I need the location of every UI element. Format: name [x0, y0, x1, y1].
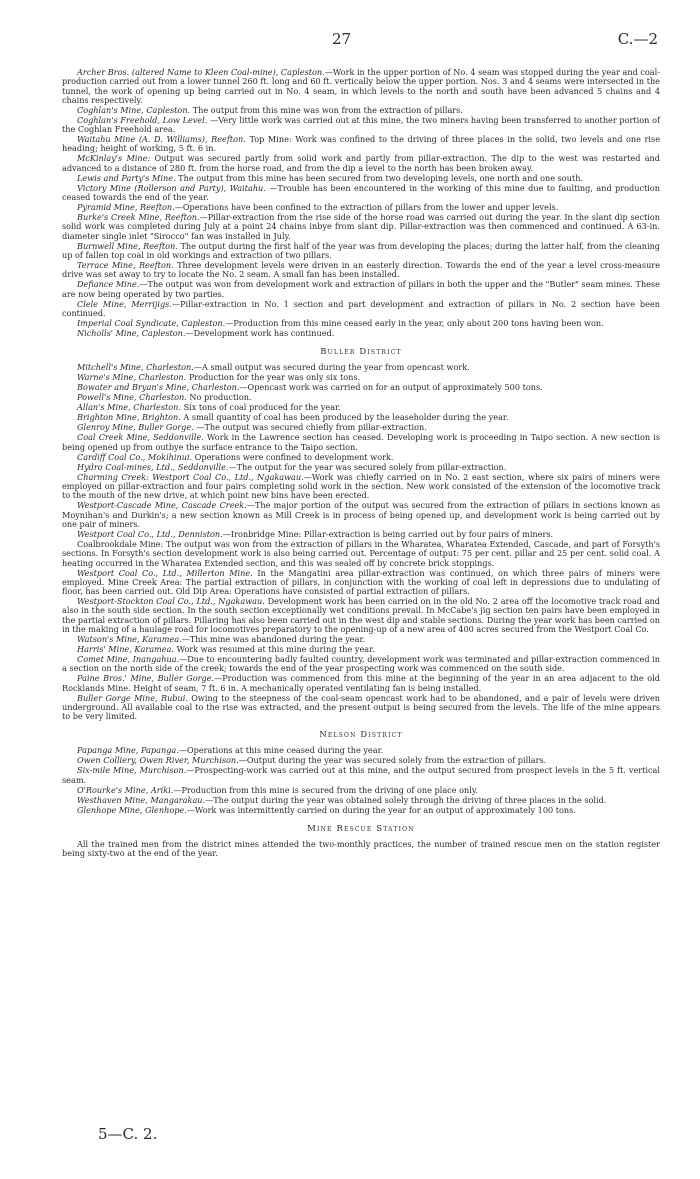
- paragraph: [62, 68, 660, 105]
- paragraph-text: Output was secured partly from solid work and partly from pillar-extraction. The dip to the west was restarted and advanced to a distance of 280 ft. from the horse road, and from the dip a level to the north has been broken away.: [62, 153, 660, 173]
- section-heading: Mine Rescue Station: [307, 823, 415, 834]
- page-header: [0, 30, 700, 50]
- paragraph-text: —Operations have been confined to the extraction of pillars from the lower and upper levels.: [174, 202, 559, 213]
- paragraph: [62, 373, 660, 382]
- page-number: 27: [332, 30, 352, 48]
- paragraph: [62, 363, 660, 372]
- mine-name: Paine Bros.' Mine, Buller Gorge.: [77, 673, 215, 684]
- mine-name: Glenhope Mine, Glenhope.: [77, 804, 187, 815]
- paragraph-text: Top Mine: Work was confined to the driving of three places in the solid, two levels and one rise heading; height of working, 5 ft. 6 in.: [62, 134, 661, 154]
- paragraph: [62, 473, 660, 501]
- paragraph-text: —Opencast work was carried on for an output of approximately 500 tons.: [239, 382, 543, 393]
- paragraph: [62, 453, 660, 462]
- paragraph-text: —Work was intermittently carried on during the year for an output of approximately 100 tons.: [186, 804, 576, 815]
- mine-name: Westport Coal Co., Ltd., Millerton Mine.: [77, 567, 253, 578]
- paragraph-text: —Work was chiefly carried on in No. 2 east section, where six pairs of miners were employed on pillar-extraction and four pairs completing solid work in the section. New work consisted of the extension of the locomotive track to the mouth of the new drive, at which point new bins have been erected.: [62, 471, 660, 501]
- paragraph-text: A small quantity of coal has been produced by the leaseholder during the year.: [180, 412, 509, 423]
- mine-name: Nicholls' Mine, Capleston.: [77, 327, 186, 338]
- section-heading: Buller District: [320, 346, 402, 357]
- mine-name: Bowater and Bryan's Mine, Charleston.: [77, 382, 240, 393]
- mine-name: Westport-Stockton Coal Co., Ltd., Ngakawau.: [77, 596, 265, 607]
- mine-name: Coal Creek Mine, Seddonville.: [77, 432, 204, 443]
- mine-name: McKinlay's Mine:: [77, 153, 151, 164]
- mine-name: Brighton Mine, Brighton.: [77, 412, 181, 423]
- paragraph-text: —Production from this mine ceased early in the year, only about 200 tons having been won.: [225, 317, 604, 328]
- paragraph-text: Coalbrookdale Mine: The output was won from the extraction of pillars in the Wharatea, Wharatea Extended, Cascade, and part of Forsyth's sections. In Forsyth's section development work is also being carried out. Percentage of output: 75 per cent. pillar and 25 per cent. solid coal. A heating occurred in the Wharatea Extended section, and this was sealed off by concrete brick stoppings.: [62, 539, 660, 568]
- document-reference: C.—2: [617, 30, 658, 48]
- paragraph: [62, 766, 660, 785]
- paragraph-text: —This mine was abandoned during the year.: [181, 633, 366, 644]
- mine-name: Owen Colliery, Owen River, Murchison.: [77, 755, 239, 766]
- paragraph-text: —The output was won from development work and extraction of pillars in both the upper and the "Butler" seam mines. These are now being operated by two parties.: [62, 279, 660, 299]
- paragraph: [62, 746, 660, 755]
- mine-name: Terrace Mine, Reefton.: [77, 259, 174, 270]
- paragraph-text: Owing to the steepness of the coal-seam opencast work had to be abandoned, and a pair of levels were driven underground. All available coal to the rise was extracted, and the present output is being secured from the levels. The life of the mine appears to be very limited.: [62, 692, 660, 722]
- paragraph-text: —Due to encountering badly faulted country, development work was terminated and pillar-extraction commenced in a section on the north side of the creek; towards the end of the year prospecting work was commenced on the south side.: [62, 654, 660, 674]
- mine-name: Powell's Mine, Charleston.: [77, 392, 187, 403]
- paragraph: [62, 242, 660, 261]
- paragraph-text: —Pillar-extraction from the rise side of the horse road was carried out during the year. In the slant dip section solid work was completed during July at a point 24 chains inbye from slant dip. Pillar-extraction was then commenced and continued. A 63-in. diameter single inlet "Sirocco" fan was installed in July.: [62, 212, 660, 241]
- paragraph-text: Work in the Lawrence section has ceased. Developing work is proceeding in Taipo section. A new section is being opened up from outbye the surface entrance to the Taipo section.: [62, 432, 660, 452]
- paragraph-text: Six tons of coal produced for the year.: [180, 402, 341, 413]
- mine-name: Victory Mine (Rollerson and Party), Waitahu.: [77, 182, 266, 193]
- mine-name: Glenroy Mine, Buller Gorge.: [77, 422, 194, 433]
- section-heading: Nelson District: [319, 729, 403, 740]
- paragraph-text: —The major portion of the output was secured from the extraction of pillars in sections known as Moynihan's and Durkin's; a new section known as Mill Creek is in process of being opened up, and development work is being carried out by one pair of miners.: [62, 500, 660, 529]
- paragraph-text: All the trained men from the district mines attended the two-monthly practices, the number of trained rescue men on the station register being sixty-two at the end of the year.: [62, 839, 660, 859]
- paragraph: [62, 383, 660, 392]
- paragraph: [62, 329, 660, 338]
- paragraph: [62, 423, 660, 432]
- paragraph: [62, 530, 660, 539]
- paragraph-text: —Development work has continued.: [185, 327, 335, 338]
- mine-name: Papanga Mine, Papanga.: [77, 745, 179, 756]
- paragraph-text: Production for the year was only six tons.: [186, 372, 361, 383]
- paragraph-text: Three development levels were driven in an easterly direction. Towards the end of the year a level cross-measure drive was set away to try to locate the No. 2 seam. A small fan has been installed.: [62, 259, 660, 280]
- paragraph: [62, 501, 660, 529]
- paragraph-text: No production.: [186, 392, 252, 403]
- paragraph-text: Operations were confined to development work.: [192, 451, 394, 462]
- mine-name: Coghlan's Freehold, Low Level.: [77, 114, 208, 125]
- paragraph: [62, 796, 660, 805]
- paragraph-text: —Output during the year was secured solely from the extraction of pillars.: [238, 755, 547, 766]
- paragraph-text: —Trouble has been encountered in the working of this mine due to faulting, and production ceased towards the end of the year.: [62, 182, 661, 203]
- paragraph: [62, 786, 660, 795]
- mine-name: Lewis and Party's Mine.: [77, 172, 176, 183]
- mine-name: Imperial Coal Syndicate, Capleston.: [77, 317, 226, 328]
- paragraph: [62, 154, 660, 173]
- paragraph-text: The output from this mine has been secured from two developing levels, one north and one south.: [175, 172, 584, 183]
- paragraph-text: —The output was secured chiefly from pillar-extraction.: [193, 422, 427, 433]
- mine-name: Hydro Coal-mines, Ltd., Seddonville.: [77, 461, 229, 472]
- paragraph: [62, 756, 660, 765]
- mine-name: Mitchell's Mine, Charleston.: [77, 362, 194, 373]
- paragraph: [62, 184, 660, 203]
- paragraph: [62, 403, 660, 412]
- mine-name: Defiance Mine.: [77, 279, 140, 290]
- mine-name: Cardiff Coal Co., Mokihinui.: [77, 451, 193, 462]
- page-footer: 5—C. 2.: [98, 1125, 158, 1143]
- mine-name: Charming Creek: Westport Coal Co., Ltd., Ngakawau.: [77, 471, 304, 482]
- document-body: [62, 68, 660, 859]
- paragraph-text: In the Mangatini area pillar-extraction was continued, on which three pairs of miners were employed. Mine Creek Area: The partial extraction of pillars, in conjunction with the working of coal left in depressions due to undulating of floor, has been carried out. Old Dip Area: Operations have consisted of partial extraction of pillars.: [62, 567, 660, 597]
- mine-name: Westhaven Mine, Mangarakau.: [77, 794, 206, 805]
- paragraph: [62, 463, 660, 472]
- mine-name: Burke's Creek Mine, Reefton.: [77, 212, 200, 223]
- paragraph: [62, 300, 660, 319]
- paragraph: [62, 203, 660, 212]
- paragraph-text: —Work in the upper portion of No. 4 seam was stopped during the year and coal-production carried out from a lower tunnel 260 ft. long and 60 ft. vertically below the upper portion. Nos. 3 and 4 seams were intersected in the tunnel, the work of opening up being carried out in No. 4 seam, in which levels to the north and south have been advanced 5 chains and 4 chains respectively.: [62, 67, 660, 105]
- paragraph-text: —Operations at this mine ceased during the year.: [178, 745, 384, 756]
- paragraph-text: —Ironbridge Mine: Pillar-extraction is being carried out by four pairs of miners.: [222, 528, 554, 539]
- paragraph: [62, 413, 660, 422]
- paragraph: [62, 840, 660, 859]
- mine-name: Clele Mine, Merrijigs.: [77, 298, 172, 309]
- paragraph-text: Development work has been carried on in the old No. 2 area off the locomotive track road and also in the south side section. In the south section exceptionally wet conditions prevail. In McCabe's jig section ten pairs have been employed in the partial extraction of pillars. Pillaring has also been carried out in the west dip and stable sections. During the year work has been carried on in the making of a haulage road for locomotives preparatory to the opening-up of a new area of 400 acres secured from the Westport Coal Co.: [62, 596, 660, 634]
- paragraph-text: —Very little work was carried out at this mine, the two miners having been transferred to another portion of the Coghlan Freehold area.: [62, 114, 660, 135]
- paragraph: [62, 393, 660, 402]
- mine-name: Warne's Mine, Charleston.: [77, 372, 187, 383]
- paragraph-text: Work was resumed at this mine during the year.: [174, 643, 375, 654]
- paragraph: [62, 694, 660, 722]
- mine-name: Watson's Mine, Karamea.: [77, 633, 182, 644]
- paragraph: [62, 635, 660, 644]
- paragraph: [62, 806, 660, 815]
- mine-name: Harris' Mine, Karamea.: [77, 643, 174, 654]
- paragraph-text: —A small output was secured during the year from opencast work.: [193, 362, 470, 373]
- paragraph: [62, 319, 660, 328]
- mine-name: Westport Coal Co., Ltd., Denniston.: [77, 528, 223, 539]
- paragraph: [62, 116, 660, 135]
- paragraph: [62, 135, 660, 154]
- paragraph-text: —Production was commenced from this mine at the beginning of the year in an area adjacent to the old Rocklands Mine. Height of seam, 7 ft. 6 in. A mechanically operated ventilating fan is being installed.: [62, 673, 660, 693]
- paragraph: [62, 213, 660, 241]
- paragraph: [62, 645, 660, 654]
- paragraph: [62, 280, 660, 299]
- paragraph-text: —Pillar-extraction in No. 1 section and part development and extraction of pillars in No. 2 section have been continued.: [62, 298, 660, 318]
- paragraph: [62, 106, 660, 115]
- mine-name: O'Rourke's Mine, Ariki.: [77, 784, 174, 795]
- paragraph-text: —The output during the year was obtained solely through the driving of three places in the solid.: [205, 794, 607, 805]
- mine-name: Coghlan's Mine, Capleston.: [77, 104, 191, 115]
- paragraph-text: —The output for the year was secured solely from pillar-extraction.: [228, 461, 507, 472]
- mine-name: Burnwell Mine, Reefton.: [77, 240, 178, 251]
- mine-name: Buller Gorge Mine, Rubui.: [77, 692, 188, 703]
- paragraph: [62, 655, 660, 674]
- paragraph: [62, 569, 660, 597]
- mine-name: Waitahu Mine (A. D. Williams), Reefton.: [77, 134, 246, 145]
- paragraph: [62, 540, 660, 568]
- mine-name: Westport-Cascade Mine, Cascade Creek.: [77, 500, 247, 511]
- paragraph: [62, 433, 660, 452]
- mine-name: Comet Mine, Inangahua.: [77, 654, 180, 664]
- mine-name: Archer Bros. (altered Name to Kleen Coal-mine), Capleston.: [77, 67, 325, 77]
- paragraph: [62, 261, 660, 280]
- paragraph-text: —Production from this mine is secured from the driving of one place only.: [173, 784, 478, 795]
- paragraph: [62, 597, 660, 634]
- paragraph-text: —Prospecting-work was carried out at this mine, and the output secured from prospect levels in the 5 ft. vertical seam.: [62, 765, 660, 785]
- paragraph: [62, 674, 660, 693]
- mine-name: Allan's Mine, Charleston.: [77, 402, 181, 413]
- paragraph-text: The output during the first half of the year was from developing the places; during the latter half, from the cleaning up of fallen top coal in old workings and extraction of two pillars.: [62, 240, 661, 260]
- paragraph: [62, 174, 660, 183]
- paragraph-text: The output from this mine was won from the extraction of pillars.: [190, 104, 463, 115]
- mine-name: Six-mile Mine, Murchison.: [77, 765, 187, 776]
- mine-name: Pyramid Mine, Reefton.: [77, 202, 175, 213]
